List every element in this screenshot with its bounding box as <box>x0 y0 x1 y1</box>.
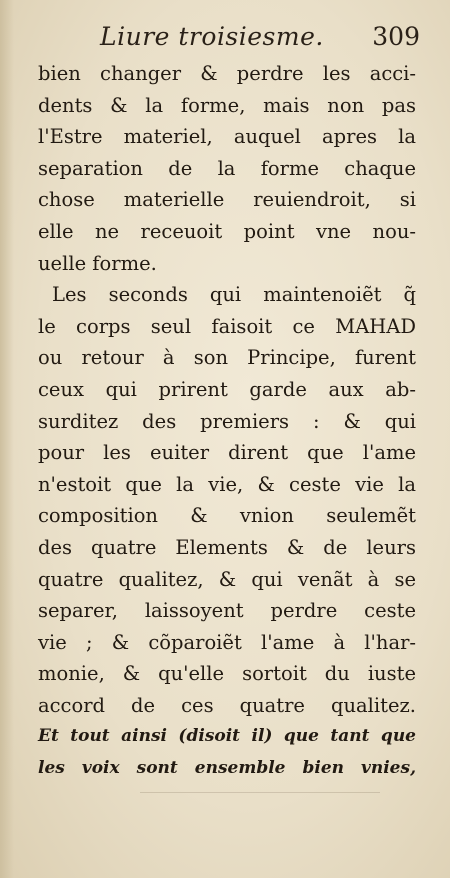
text-line: l'Estre materiel, auquel apres la <box>38 125 416 149</box>
page-gutter-shadow <box>0 0 14 878</box>
text-line-italic: les voix sont ensemble bien vnies, <box>38 758 416 779</box>
text-line: pour les euiter dirent que l'ame <box>38 441 416 465</box>
text-line-italic: Et tout ainsi (disoit il) que tant que <box>38 726 416 747</box>
text-line: ceux qui prirent garde aux ab- <box>38 377 416 401</box>
text-line: surditez des premiers : & qui <box>38 409 416 433</box>
text-line: uelle forme. <box>38 251 157 275</box>
text-line: ou retour à son Principe, furent <box>38 346 416 370</box>
text-line: separation de la forme chaque <box>38 156 416 180</box>
body-text <box>38 58 416 785</box>
running-head <box>100 22 420 54</box>
running-head-title: Liure troisiesme. <box>100 22 324 51</box>
text-line: bien changer & perdre les acci- <box>38 62 416 85</box>
text-line: accord de ces quatre qualitez. <box>38 693 416 717</box>
text-line: separer, laissoyent perdre ceste <box>38 599 416 623</box>
text-line: chose materielle reuiendroit, si <box>38 188 416 212</box>
text-line: le corps seul faisoit ce MAHAD <box>38 314 416 338</box>
text-line: vie ; & cõparoiẽt l'ame à l'har- <box>38 630 416 654</box>
text-line: elle ne receuoit point vne nou- <box>38 219 416 243</box>
text-line: monie, & qu'elle sortoit du iuste <box>38 662 416 686</box>
text-line: Les seconds qui maintenoiẽt q̃ <box>52 283 416 307</box>
page-number: 309 <box>372 22 420 51</box>
text-line: dents & la forme, mais non pas <box>38 93 416 117</box>
text-line: des quatre Elements & de leurs <box>38 535 416 559</box>
ink-smudge <box>140 792 380 793</box>
text-line: quatre qualitez, & qui venãt à se <box>38 567 416 591</box>
text-line: n'estoit que la vie, & ceste vie la <box>38 472 416 496</box>
text-line: composition & vnion seulemẽt <box>38 504 416 528</box>
